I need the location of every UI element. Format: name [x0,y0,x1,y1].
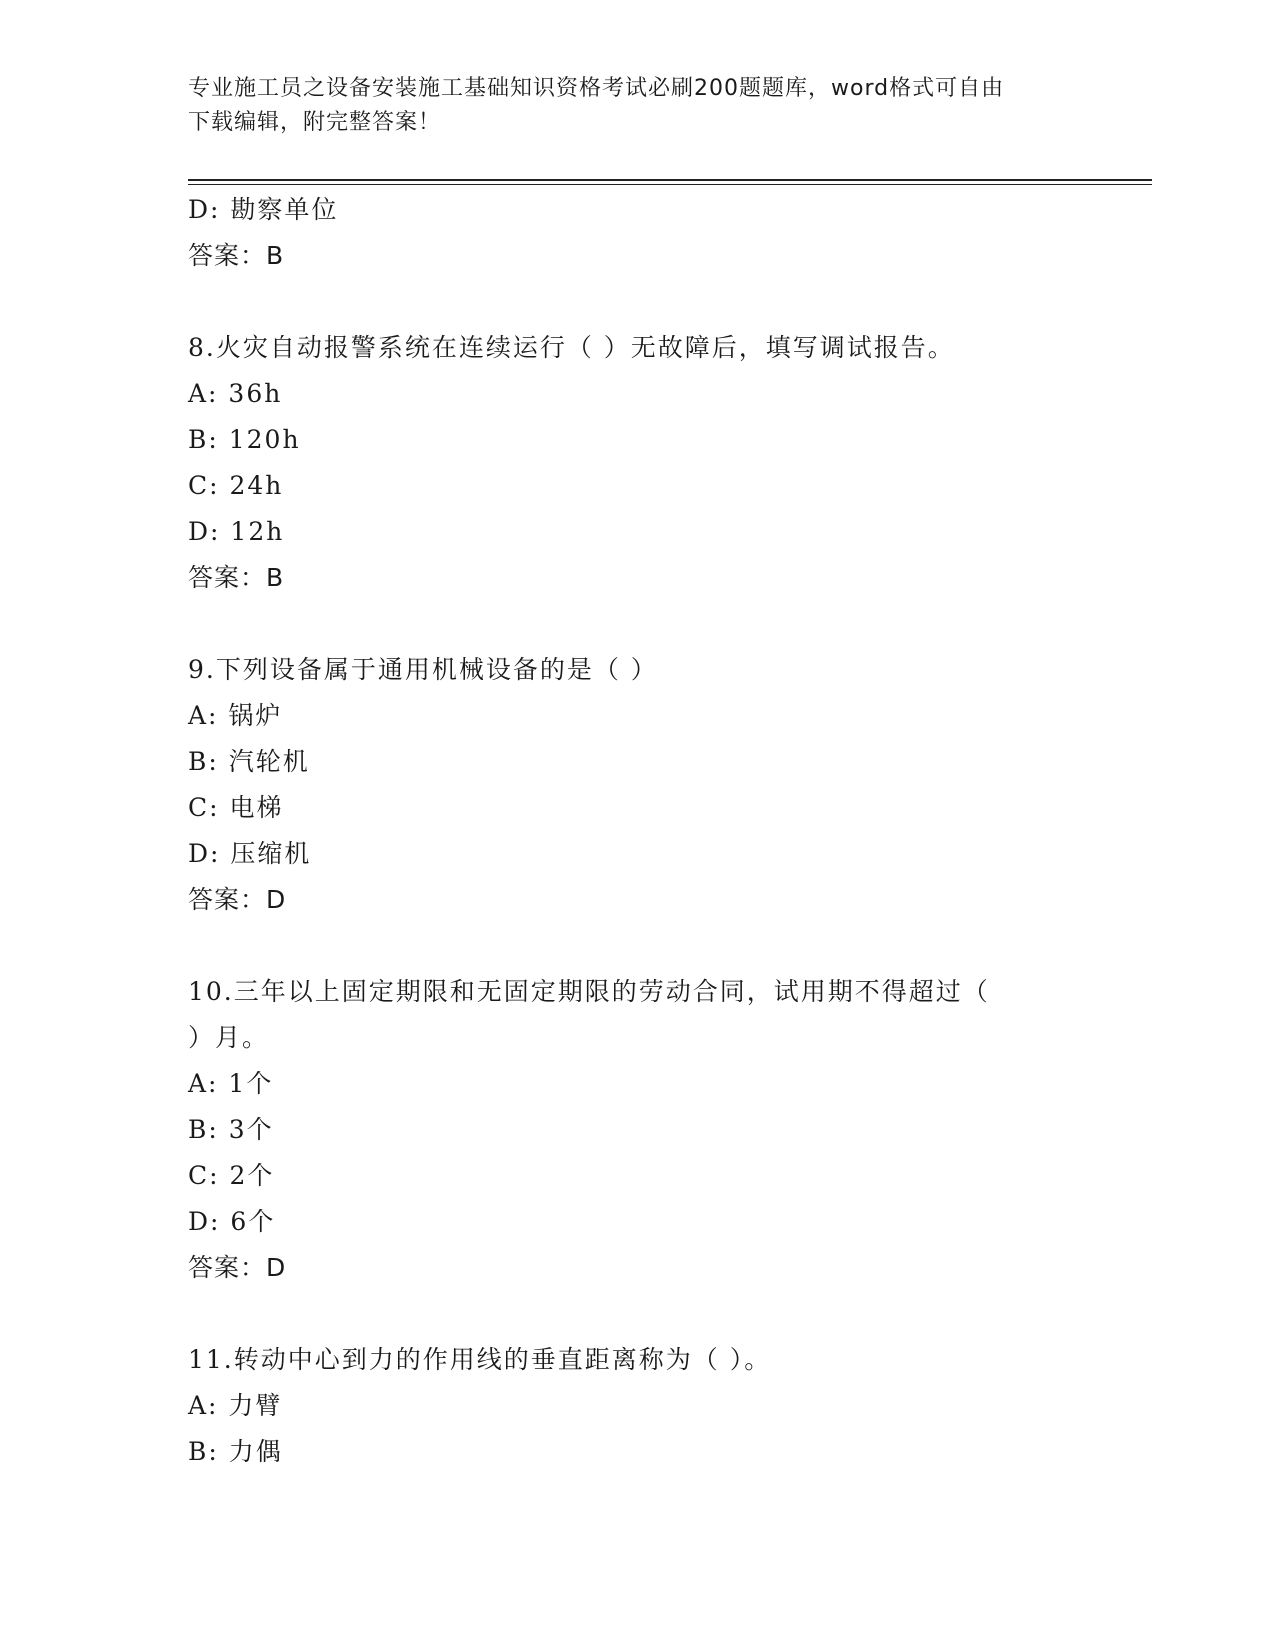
answer-prev: 答案：B [188,241,285,270]
question-list [188,187,1088,1475]
question-9-answer: 答案：D [188,885,287,914]
header-line-1: 专业施工员之设备安装施工基础知识资格考试必刷200题题库，word格式可自由 [188,76,1005,101]
question-9-option-d: D: 压缩机 [188,839,312,868]
document-header [188,72,1088,140]
question-9-option-b: B: 汽轮机 [188,747,310,776]
question-10-stem-cont: ）月。 [188,1023,270,1052]
question-8-answer: 答案：B [188,563,285,592]
question-8-option-d: D: 12h [188,517,285,546]
header-line-2: 下载编辑，附完整答案！ [188,110,442,135]
question-10-option-c: C: 2个 [188,1161,275,1190]
question-8-option-b: B: 120h [188,425,301,454]
question-9-option-a: A: 锅炉 [188,701,283,730]
option-d-prev: D: 勘察单位 [188,195,339,224]
spacer [188,1291,1088,1337]
question-8-option-c: C: 24h [188,471,284,500]
spacer [188,279,1088,325]
question-11-stem: 11.转动中心到力的作用线的垂直距离称为（ ）。 [188,1345,772,1374]
question-10-answer: 答案：D [188,1253,287,1282]
question-8-stem: 8.火灾自动报警系统在连续运行（ ）无故障后，填写调试报告。 [188,333,955,362]
question-8-option-a: A: 36h [188,379,283,408]
header-divider-thick [188,179,1152,181]
question-11-option-a: A: 力臂 [188,1391,283,1420]
spacer [188,601,1088,647]
spacer [188,923,1088,969]
question-10-stem: 10.三年以上固定期限和无固定期限的劳动合同，试用期不得超过（ [188,977,990,1006]
header-divider-thin [188,184,1152,185]
question-9-stem: 9.下列设备属于通用机械设备的是（ ） [188,655,658,684]
question-11-option-b: B: 力偶 [188,1437,283,1466]
question-9-option-c: C: 电梯 [188,793,284,822]
question-10-option-d: D: 6个 [188,1207,276,1236]
question-10-option-a: A: 1个 [188,1069,274,1098]
question-10-option-b: B: 3个 [188,1115,274,1144]
